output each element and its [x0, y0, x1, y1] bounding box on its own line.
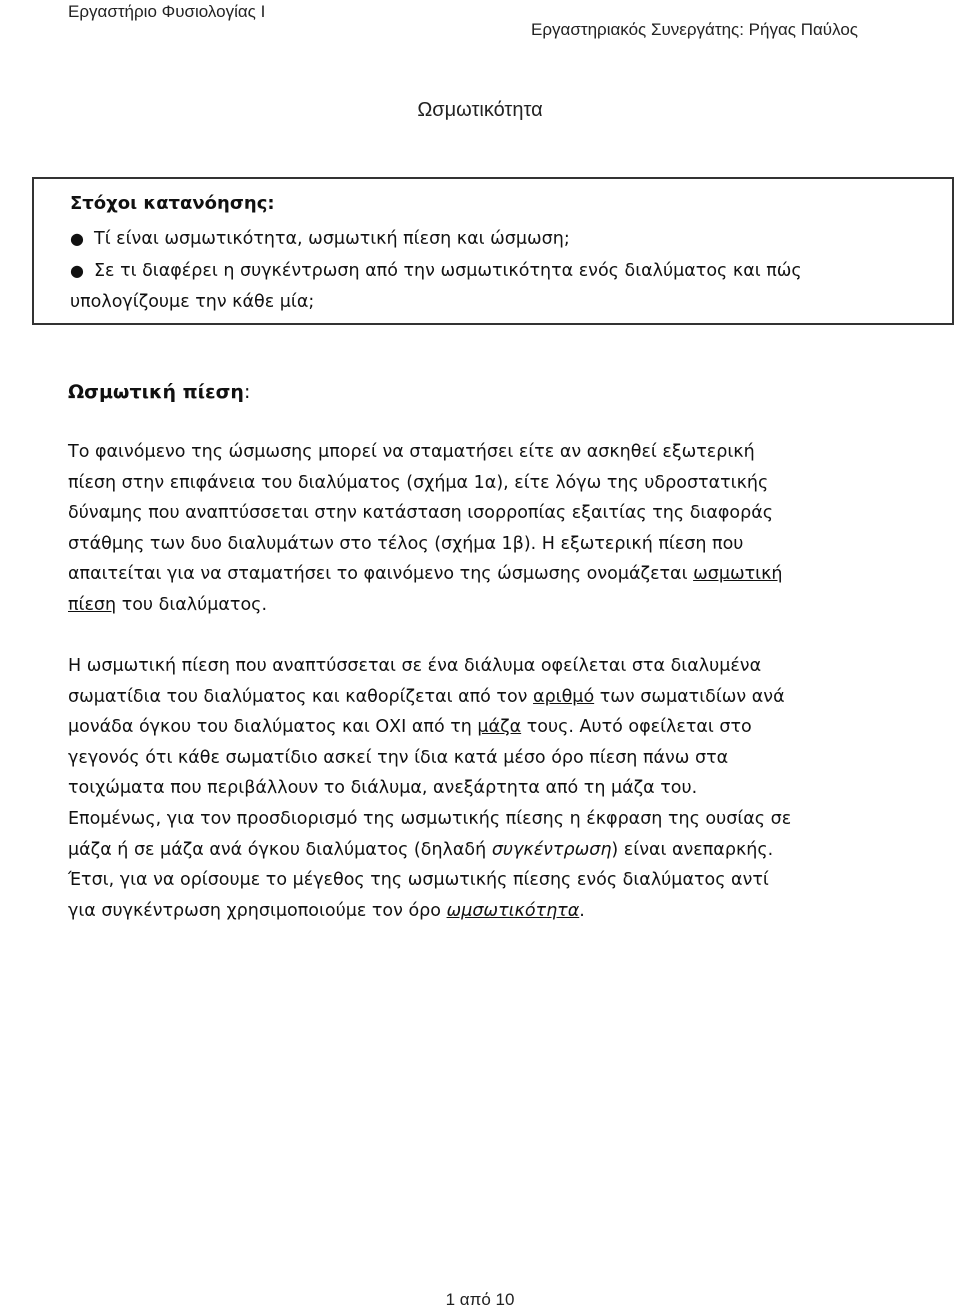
paragraph-osmotic-pressure-origin: [68, 651, 858, 926]
text-segment: μονάδα όγκου του διαλύματος και ΟΧΙ από τη: [68, 717, 472, 738]
text-segment: μάζα ή σε μάζα ανά όγκου διαλύματος (δηλαδή: [68, 839, 487, 860]
text-line: στάθμης των δυο διαλυμάτων στο τέλος (σχήμα 1β). Η εξωτερική πίεση που: [68, 533, 744, 554]
underlined-italic-term: ωμσωτικότητα: [446, 900, 580, 921]
goal-text: Τί είναι ωσμωτικότητα, ωσμωτική πίεση και ώσμωση;: [94, 229, 570, 249]
learning-goals-box: [32, 177, 954, 325]
text-segment: του διαλύματος.: [121, 594, 268, 615]
text-segment: σωματίδια του διαλύματος και καθορίζεται από τον: [68, 686, 528, 707]
text-segment: απαιτείται για να σταματήσει το φαινόμενο της ώσμωσης ονομάζεται: [68, 564, 688, 585]
paragraph-osmotic-pressure-definition: [68, 437, 858, 621]
text-line: Το φαινόμενο της ώσμωσης μπορεί να σταματήσει είτε αν ασκηθεί εξωτερική: [68, 442, 755, 462]
text-line: [68, 896, 858, 927]
goals-heading: Στόχοι κατανόησης:: [70, 193, 275, 214]
header-course-title: Εργαστήριο Φυσιολογίας Ι: [68, 2, 266, 21]
goal-item: [70, 223, 890, 255]
underlined-term: ωσμωτική: [693, 564, 783, 585]
text-segment: .: [579, 900, 585, 921]
bullet-icon: ●: [70, 229, 84, 248]
text-segment: των σωματιδίων ανά: [599, 686, 785, 707]
underlined-term: πίεση: [68, 594, 117, 615]
bullet-icon: ●: [70, 261, 84, 280]
header-author: Εργαστηριακός Συνεργάτης: Ρήγας Παύλος: [531, 20, 858, 39]
text-line: [68, 590, 858, 621]
text-line: Επομένως, για τον προσδιορισμό της ωσμωτικής πίεσης η έκφραση της ουσίας σε: [68, 808, 792, 829]
text-line: [68, 559, 858, 590]
text-line: Η ωσμωτική πίεση που αναπτύσσεται σε ένα διάλυμα οφείλεται στα διαλυμένα: [68, 656, 762, 676]
section-heading-text: Ωσμωτική πίεση: [68, 381, 244, 403]
text-line: δύναμης που αναπτύσσεται στην κατάσταση ισορροπίας εξαιτίας της διαφοράς: [68, 503, 774, 524]
goal-text: Σε τι διαφέρει η συγκέντρωση από την ωσμωτικότητα ενός διαλύματος και πώς υπολογίζουμε την κάθε μία;: [70, 261, 802, 312]
text-line: γεγονός ότι κάθε σωματίδιο ασκεί την ίδια κατά μέσο όρο πίεση πάνω στα: [68, 747, 729, 768]
text-segment: ) είναι ανεπαρκής.: [611, 839, 774, 860]
goal-item: [70, 255, 890, 318]
italic-term: συγκέντρωση: [491, 839, 612, 860]
text-line: τοιχώματα που περιβάλλουν το διάλυμα, ανεξάρτητα από τη μάζα του.: [68, 778, 698, 799]
underlined-term: μάζα: [477, 717, 522, 738]
page-number: 1 από 10: [445, 1290, 515, 1309]
text-line: [68, 835, 858, 866]
text-line: [68, 682, 858, 713]
text-segment: για συγκέντρωση χρησιμοποιούμε τον όρο: [68, 900, 441, 921]
section-heading: [68, 381, 250, 403]
underlined-term: αριθμό: [533, 686, 595, 707]
text-line: πίεση στην επιφάνεια του διαλύματος (σχήμα 1α), είτε λόγω της υδροστατικής: [68, 472, 769, 493]
text-segment: τους. Αυτό οφείλεται στο: [526, 717, 752, 738]
section-heading-colon: :: [243, 381, 251, 403]
text-line: [68, 712, 858, 743]
page-title: Ωσμωτικότητα: [417, 99, 543, 121]
text-line: Έτσι, για να ορίσουμε το μέγεθος της ωσμωτικής πίεσης ενός διαλύματος αντί: [68, 870, 769, 891]
